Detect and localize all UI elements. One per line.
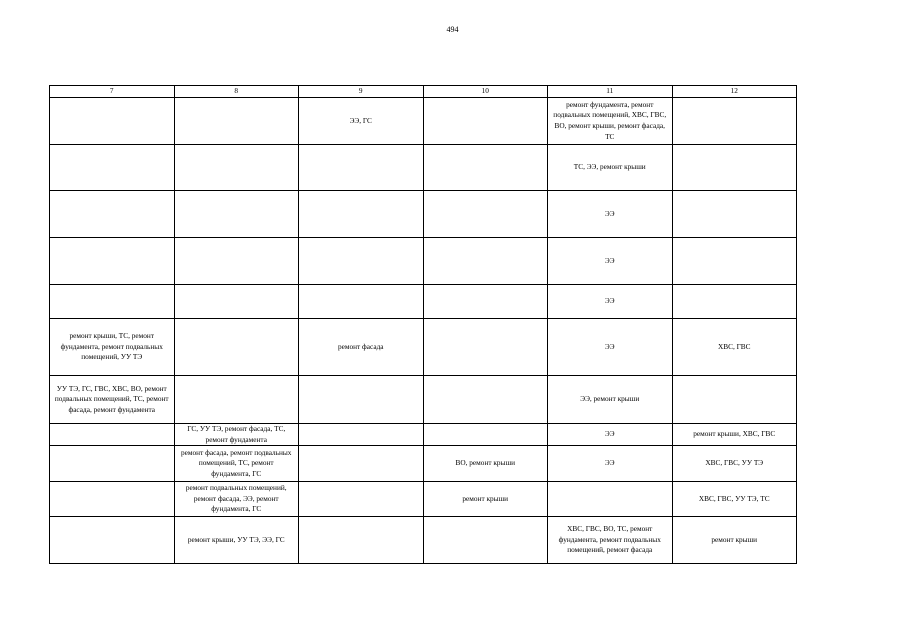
table-cell: ХВС, ГВС	[672, 319, 797, 376]
table-cell	[299, 376, 424, 424]
table-row	[50, 424, 797, 446]
table-row	[50, 98, 797, 145]
table-cell: ЭЭ	[548, 424, 673, 446]
table-cell	[174, 319, 299, 376]
table-cell	[672, 238, 797, 285]
table-cell	[672, 376, 797, 424]
table-cell: ремонт крыши	[672, 517, 797, 564]
table-row	[50, 285, 797, 319]
table-cell	[50, 285, 175, 319]
table-cell: ремонт крыши, УУ ТЭ, ЭЭ, ГС	[174, 517, 299, 564]
table-cell: ЭЭ	[548, 319, 673, 376]
table-cell: ремонт фасада, ремонт подвальных помещений, ТС, ремонт фундамента, ГС	[174, 446, 299, 482]
table-cell: ремонт фундамента, ремонт подвальных помещений, ХВС, ГВС, ВО, ремонт крыши, ремонт фасада, ТС	[548, 98, 673, 145]
table-cell	[299, 145, 424, 191]
column-header: 9	[299, 86, 424, 98]
column-header: 8	[174, 86, 299, 98]
table-cell	[672, 191, 797, 238]
table-cell	[50, 98, 175, 145]
table-cell: ЭЭ	[548, 238, 673, 285]
table-cell: ремонт крыши	[423, 482, 548, 517]
table-cell	[299, 238, 424, 285]
table-cell: ХВС, ГВС, УУ ТЭ	[672, 446, 797, 482]
table-row	[50, 376, 797, 424]
table-cell: УУ ТЭ, ГС, ГВС, ХВС, ВО, ремонт подвальных помещений, ТС, ремонт фасада, ремонт фундамента	[50, 376, 175, 424]
table-cell	[423, 285, 548, 319]
table-cell	[174, 145, 299, 191]
table-cell	[299, 191, 424, 238]
table-cell	[672, 145, 797, 191]
table-cell	[423, 517, 548, 564]
table-cell	[423, 98, 548, 145]
page-number: 494	[446, 25, 459, 34]
table-cell: ремонт фасада	[299, 319, 424, 376]
table-header-row	[50, 86, 797, 98]
table-cell: ГС, УУ ТЭ, ремонт фасада, ТС, ремонт фундамента	[174, 424, 299, 446]
table-row	[50, 482, 797, 517]
table-cell: ХВС, ГВС, УУ ТЭ, ТС	[672, 482, 797, 517]
table-cell	[548, 482, 673, 517]
table-cell	[423, 319, 548, 376]
table-cell	[50, 424, 175, 446]
column-header: 12	[672, 86, 797, 98]
table-cell	[423, 376, 548, 424]
column-header: 10	[423, 86, 548, 98]
table-cell: ремонт крыши, ТС, ремонт фундамента, ремонт подвальных помещений, УУ ТЭ	[50, 319, 175, 376]
table-cell	[174, 98, 299, 145]
table-cell: ЭЭ, ремонт крыши	[548, 376, 673, 424]
table-cell: ТС, ЭЭ, ремонт крыши	[548, 145, 673, 191]
table-cell	[174, 376, 299, 424]
table-row	[50, 517, 797, 564]
column-header: 11	[548, 86, 673, 98]
table-cell	[423, 191, 548, 238]
table-row	[50, 145, 797, 191]
table-cell	[423, 238, 548, 285]
table-row	[50, 319, 797, 376]
table-row	[50, 238, 797, 285]
table-cell	[174, 191, 299, 238]
table-cell: ЭЭ	[548, 285, 673, 319]
table-cell	[672, 98, 797, 145]
table-cell: ЭЭ	[548, 446, 673, 482]
table-cell	[299, 517, 424, 564]
table-cell	[423, 145, 548, 191]
table-cell	[423, 424, 548, 446]
table-cell: ВО, ремонт крыши	[423, 446, 548, 482]
table-cell	[50, 191, 175, 238]
table-cell	[50, 517, 175, 564]
table-cell: ЭЭ, ГС	[299, 98, 424, 145]
table-cell: ремонт подвальных помещений, ремонт фасада, ЭЭ, ремонт фундамента, ГС	[174, 482, 299, 517]
table-row	[50, 191, 797, 238]
table-row	[50, 446, 797, 482]
works-table	[49, 85, 797, 564]
table-cell: ремонт крыши, ХВС, ГВС	[672, 424, 797, 446]
table-cell: ЭЭ	[548, 191, 673, 238]
table-cell	[50, 482, 175, 517]
table-cell	[50, 446, 175, 482]
table-cell	[672, 285, 797, 319]
column-header: 7	[50, 86, 175, 98]
table-cell	[299, 424, 424, 446]
table-cell	[299, 446, 424, 482]
table-cell: ХВС, ГВС, ВО, ТС, ремонт фундамента, ремонт подвальных помещений, ремонт фасада	[548, 517, 673, 564]
table-cell	[299, 285, 424, 319]
table-cell	[50, 145, 175, 191]
table-cell	[174, 285, 299, 319]
table-cell	[299, 482, 424, 517]
table-cell	[174, 238, 299, 285]
table-cell	[50, 238, 175, 285]
